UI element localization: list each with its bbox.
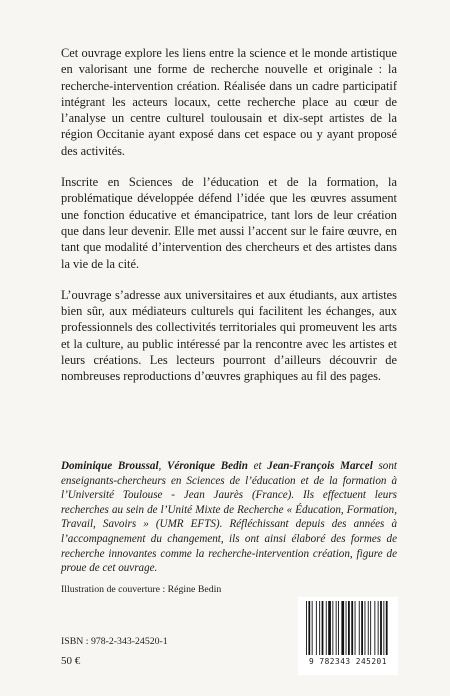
illustration-credit: Illustration de couverture : Régine Bedin xyxy=(61,584,222,595)
author-name-1: Dominique Broussal xyxy=(61,460,159,472)
barcode-bars xyxy=(298,597,398,657)
back-cover-text xyxy=(61,45,397,400)
isbn: ISBN : 978-2-343-24520-1 xyxy=(61,636,168,647)
barcode-digits: 9 782343 245201 xyxy=(309,657,387,666)
author-separator-2: et xyxy=(247,460,268,472)
barcode xyxy=(298,597,398,675)
summary-paragraph-3: L’ouvrage s’adresse aux universitaires et aux étudiants, aux artistes bien sûr, aux médiateurs culturels qui facilitent les échanges, aux professionnels des collectivités territoriales qui promeuvent les arts et la culture, au public intéressé par la rencontre avec les artistes et leurs créations. Les lecteurs pourront d’ailleurs découvrir de nombreuses reproductions d’œuvres graphiques au fil des pages. xyxy=(61,287,397,384)
author-name-2: Véronique Bedin xyxy=(167,460,248,472)
author-name-3: Jean-François Marcel xyxy=(267,460,373,472)
author-separator-1: , xyxy=(158,460,168,472)
authors-bio xyxy=(61,459,397,576)
authors-bio-text: sont enseignants-chercheurs en Sciences de l’éducation et de la formation à l’Université Toulouse - Jean Jaurès (France). Ils effectuent leurs recherches au sein de l’Unité Mixte de Recherche « Éducation, Formation, Travail, Savoirs » (UMR EFTS). Réfléchissant depuis des années à l’accompagnement du changement, ils ont ainsi élaboré des formes de recherche innovantes comme la recherche-intervention création, figure de proue de cet ouvrage. xyxy=(61,460,397,575)
summary-paragraph-2: Inscrite en Sciences de l’éducation et de la formation, la problématique développée défend l’idée que les œuvres assument une fonction éducative et émancipatrice, tant lors de leur création que dans leur devenir. Elle met aussi l’accent sur le faire œuvre, en tant que modalité d’intervention des chercheurs et des artistes dans la vie de la cité. xyxy=(61,175,397,271)
price: 50 € xyxy=(61,655,81,667)
summary-paragraph-1: Cet ouvrage explore les liens entre la science et le monde artistique en valorisant une forme de recherche nouvelle et originale : la recherche-intervention création. Réalisée dans un cadre participatif intégrant les acteurs locaux, cette recherche place au cœur de l’analyse un centre culturel toulousain et dix-sept artistes de la région Occitanie ayant exposé dans cet espace ou y ayant proposé des activités. xyxy=(61,46,397,158)
